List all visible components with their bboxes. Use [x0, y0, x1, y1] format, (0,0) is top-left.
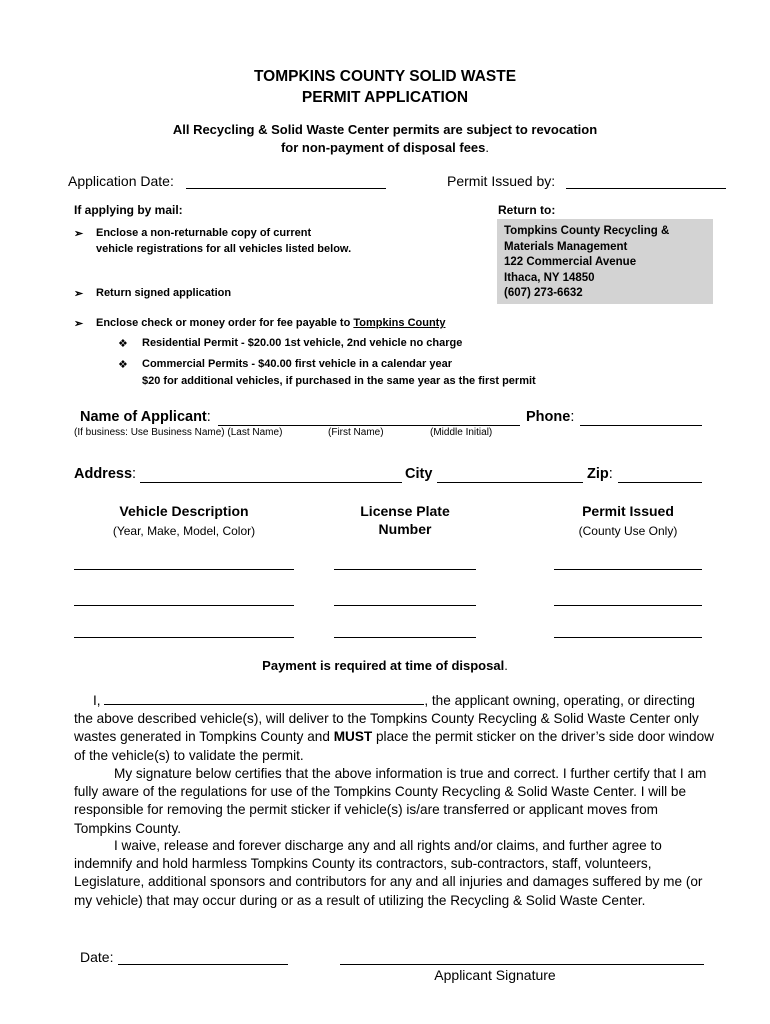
form-title-line2: PERMIT APPLICATION	[301, 89, 469, 106]
diamond-bullet-icon: ❖	[118, 338, 128, 350]
mail-item-return-signed: Return signed application	[96, 287, 232, 299]
name-hint-first: (First Name)	[328, 427, 384, 438]
agreement-paragraph-2: My signature below certifies that the above information is true and correct. I further certify that I am fully aware of the regulations for use of the Tompkins County Recycling & Solid Waste Center. I will be responsible for removing the permit sticker if vehicle(s) is/are transferred or applicant moves from Tompkins County.	[74, 766, 707, 836]
signature-date-label: Date:	[80, 949, 114, 965]
return-address-box	[497, 219, 713, 304]
permit-issued-hint: (County Use Only)	[578, 524, 678, 538]
address-label: Address:	[74, 466, 137, 482]
vehicle-description-field[interactable]	[74, 637, 294, 638]
arrow-bullet-icon: ➢	[74, 318, 84, 330]
applicant-signature-label: Applicant Signature	[434, 967, 556, 983]
commercial-permit-fee-line2: $20 for additional vehicles, if purchased in the same year as the first permit	[142, 375, 536, 387]
application-date-label: Application Date:	[68, 173, 174, 189]
mail-heading: If applying by mail:	[74, 203, 183, 217]
commercial-permit-fee-line1: Commercial Permits - $40.00 first vehicle in a calendar year	[142, 358, 452, 370]
license-plate-field[interactable]	[334, 637, 476, 638]
revocation-notice-line2: for non-payment of disposal fees.	[280, 140, 490, 155]
return-to-heading: Return to:	[498, 203, 556, 217]
form-title-line1: TOMPKINS COUNTY SOLID WASTE	[253, 68, 517, 85]
name-of-applicant-label: Name of Applicant:	[80, 409, 211, 425]
return-address-line: (607) 273-6632	[504, 287, 583, 299]
applicant-name-field[interactable]	[218, 425, 520, 426]
permit-issued-by-label: Permit Issued by:	[447, 173, 556, 189]
diamond-bullet-icon: ❖	[118, 359, 128, 371]
permit-issued-field[interactable]	[554, 637, 702, 638]
application-date-field[interactable]	[186, 188, 386, 189]
applicant-signature-field[interactable]	[340, 964, 704, 965]
permit-issued-field[interactable]	[554, 605, 702, 606]
license-plate-header-line1: License Plate	[360, 503, 450, 519]
permit-issued-field[interactable]	[554, 569, 702, 570]
agreement-paragraph-1: I, , the applicant owning, operating, or directing the above described vehicle(s), will deliver to the Tompkins County Recycling & Solid Waste Center only wastes generated in Tompkins County and MUST place the permit sticker on the driver’s side door window of the vehicle(s) to validate the permit.	[74, 693, 714, 763]
payee-name: Tompkins County	[353, 317, 446, 329]
license-plate-field[interactable]	[334, 569, 476, 570]
signature-date-field[interactable]	[118, 964, 288, 965]
phone-field[interactable]	[580, 425, 702, 426]
return-address-line: Tompkins County Recycling &	[504, 225, 670, 237]
mail-item-payment: Enclose check or money order for fee payable to Tompkins County	[96, 317, 446, 329]
payment-notice: Payment is required at time of disposal.	[262, 658, 508, 673]
return-address-line: 122 Commercial Avenue	[504, 256, 637, 268]
arrow-bullet-icon: ➢	[74, 288, 84, 300]
phone-label: Phone:	[526, 409, 575, 425]
mail-item-registrations-line1: Enclose a non-returnable copy of current	[96, 227, 312, 239]
license-plate-field[interactable]	[334, 605, 476, 606]
city-label: City	[405, 466, 433, 482]
residential-permit-fee: Residential Permit - $20.00 1st vehicle, 2nd vehicle no charge	[142, 337, 463, 349]
permit-issued-by-field[interactable]	[566, 188, 726, 189]
name-hint-last: (If business: Use Business Name) (Last Name)	[74, 427, 283, 438]
permit-issued-header: Permit Issued	[582, 503, 674, 519]
city-field[interactable]	[437, 482, 583, 483]
address-field[interactable]	[140, 482, 402, 483]
zip-label: Zip:	[587, 466, 613, 482]
mail-item-registrations-line2: vehicle registrations for all vehicles listed below.	[96, 243, 352, 255]
vehicle-description-hint: (Year, Make, Model, Color)	[112, 524, 256, 538]
vehicle-description-header: Vehicle Description	[119, 503, 249, 519]
arrow-bullet-icon: ➢	[74, 228, 84, 240]
revocation-notice-line1: All Recycling & Solid Waste Center permits are subject to revocation	[172, 122, 598, 137]
zip-field[interactable]	[618, 482, 702, 483]
agreement-paragraph-3: I waive, release and forever discharge any and all rights and/or claims, and further agree to indemnify and hold harmless Tompkins County its contractors, sub-contractors, staff, volunteers, Legislature, additional sponsors and contributors for any and all injuries and damages suffered by me (or my vehicle) that may occur during or as a result of utilizing the Recycling & Solid Waste Center.	[74, 838, 703, 908]
vehicle-description-field[interactable]	[74, 569, 294, 570]
return-address-line: Materials Management	[504, 240, 628, 253]
applicant-name-blank[interactable]	[104, 692, 424, 705]
license-plate-header-line2: Number	[378, 521, 432, 537]
name-hint-middle: (Middle Initial)	[430, 427, 493, 438]
vehicle-description-field[interactable]	[74, 605, 294, 606]
return-address-line: Ithaca, NY 14850	[504, 271, 595, 284]
